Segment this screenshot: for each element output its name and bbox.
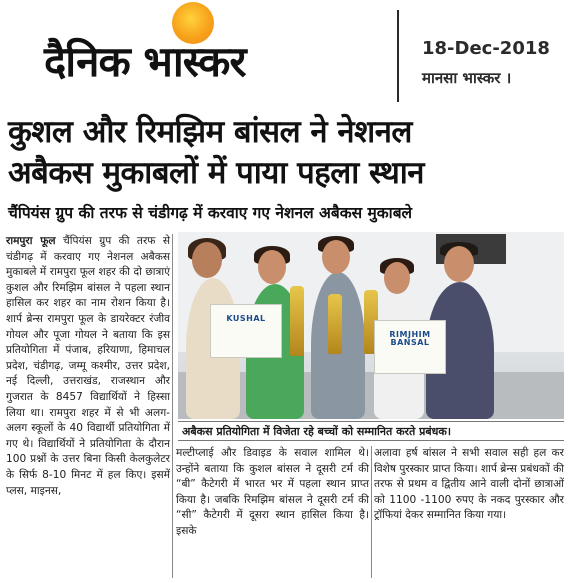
article-column-1 (6, 234, 170, 499)
certificate-right (374, 320, 446, 374)
face (444, 246, 474, 282)
photo-caption: अबैकस प्रतियोगिता में विजेता रहे बच्चों को सम्मानित करते प्रबंधक। (178, 421, 564, 441)
article-photo (178, 232, 564, 419)
certificate-left-name: KUSHAL (226, 314, 266, 323)
article-column-3: अलावा हर्ष बांसल ने सभी सवाल सही हल कर विशेष पुरस्कार प्राप्त किया। शार्प ब्रेन्स प्रबंधकों की तरफ से प्रथम व द्वितीय आने वाली दोनों छात्राओं को 1100 -1100 रुपए के नकद पुरस्कार और ट्रॉफियां देकर सम्मानित किया गया। (374, 447, 565, 522)
newspaper-brand: दैनिक भास्कर (44, 37, 246, 86)
trophy-icon (290, 286, 304, 356)
news-clipping (0, 112, 569, 583)
face (322, 240, 350, 274)
dateline: रामपुरा फूल (6, 235, 56, 247)
column-1-text: चैंपियंस ग्रुप की तरफ से चंडीगढ़ में करवाए गए नेशनल अबैकस मुकाबले में रामपुरा फूल शहर की दो छात्राएं कुशल और रिमझिम बांसल ने पहला स्थान हासिल कर शहर का नाम रोशन किया है। शार्प ब्रेन्स रामपुरा फूल के डायरेक्टर रंजीव गोयल और पूजा गोयल ने बताया कि इस प्रतियोगिता में पंजाब, हरियाणा, हिमाचल प्रदेश, चंडीगढ़, जम्मू कश्मीर, उत्तर प्रदेश, नई दिल्ली, उत्तराखंड, राजस्थान और गुजरात के 8457 विद्यार्थियों ने हिस्सा लिया था। रामपुरा शहर में से भी अलग-अलग स्कूलों के 40 विद्यार्थी प्रतियोगिता में गए थे। विद्यार्थियों ने प्रतियोगिता के दौरान 100 प्रश्नों के उत्तर बिना किसी केलकुलेटर के सिर्फ 8-10 मिनट में हल किए। इसमें प्लस, माइनस, (6, 235, 171, 497)
column-divider (371, 446, 372, 578)
trophy-icon (328, 294, 342, 354)
certificate-right-name: RIMJHIM BANSAL (389, 330, 431, 347)
certificate-left (210, 304, 282, 358)
headline-line-2: अबैकस मुकाबलों में पाया पहला स्थान (8, 155, 425, 191)
headline-line-1: कुशल और रिमझिम बांसल ने नेशनल (8, 114, 412, 150)
article-subheadline: चैंपियंस ग्रुप की तरफ से चंडीगढ़ में करवाए गए नेशनल अबैकस मुकाबले (8, 204, 413, 222)
masthead-divider (397, 10, 399, 102)
face (384, 262, 410, 294)
newspaper-masthead (0, 0, 569, 112)
face (258, 250, 286, 284)
article-column-2: मल्टीप्लाई और डिवाइड के सवाल शामिल थे। उन्होंने बताया कि कुशल बांसल ने दूसरी टर्म की “बी” कैटेगरी में भारत भर में पहला स्थान प्राप्त किया है। जबकि रिमझिम बांसल ने दूसरी टर्म की “सी” कैटेगरी में दूसरा स्थान हासिल किया है। इसके (176, 447, 369, 537)
article-headline (8, 112, 563, 194)
publication-date: 18-Dec-2018 (422, 38, 550, 59)
edition-name: मानसा भास्कर । (422, 69, 512, 87)
column-divider (172, 234, 173, 578)
face (192, 242, 222, 278)
